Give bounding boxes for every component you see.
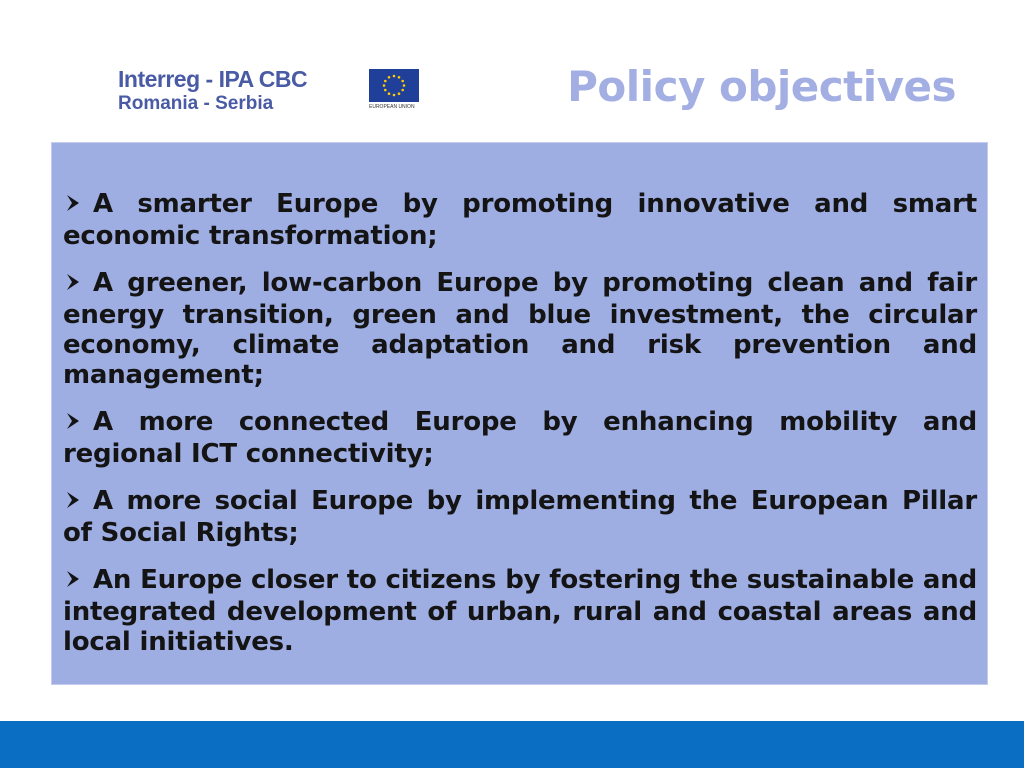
logo-line-2: Romania - Serbia xyxy=(118,93,274,114)
objective-item xyxy=(63,486,977,548)
objective-item xyxy=(63,407,977,469)
objective-text: A greener, low-carbon Europe by promoting clean and fair energy transition, green and blue investment, the circular economy, climate adaptation and risk prevention and management; xyxy=(63,268,977,390)
eu-flag-icon xyxy=(369,69,419,102)
logo-line-1: Interreg - IPA CBC xyxy=(118,66,308,92)
objective-text: A smarter Europe by promoting innovative and smart economic transformation; xyxy=(63,189,977,251)
arrow-bullet-icon xyxy=(63,191,93,221)
arrow-bullet-icon xyxy=(63,488,93,518)
objectives-panel xyxy=(51,142,988,685)
page-title: Policy objectives xyxy=(567,62,956,111)
eu-emblem xyxy=(369,69,419,114)
footer-bar xyxy=(0,721,1024,768)
program-logo xyxy=(118,66,423,116)
objective-text: An Europe closer to citizens by fostering the sustainable and integrated development of urban, rural and coastal areas and local initiatives. xyxy=(63,565,977,657)
objective-item xyxy=(63,268,977,390)
objective-text: A more connected Europe by enhancing mobility and regional ICT connectivity; xyxy=(63,407,977,469)
objectives-list xyxy=(63,189,977,674)
arrow-bullet-icon xyxy=(63,409,93,439)
arrow-bullet-icon xyxy=(63,270,93,300)
objective-item xyxy=(63,189,977,251)
arrow-bullet-icon xyxy=(63,567,93,597)
objective-text: A more social Europe by implementing the European Pillar of Social Rights; xyxy=(63,486,977,548)
objective-item xyxy=(63,565,977,657)
eu-caption: EUROPEAN UNION xyxy=(369,104,415,110)
